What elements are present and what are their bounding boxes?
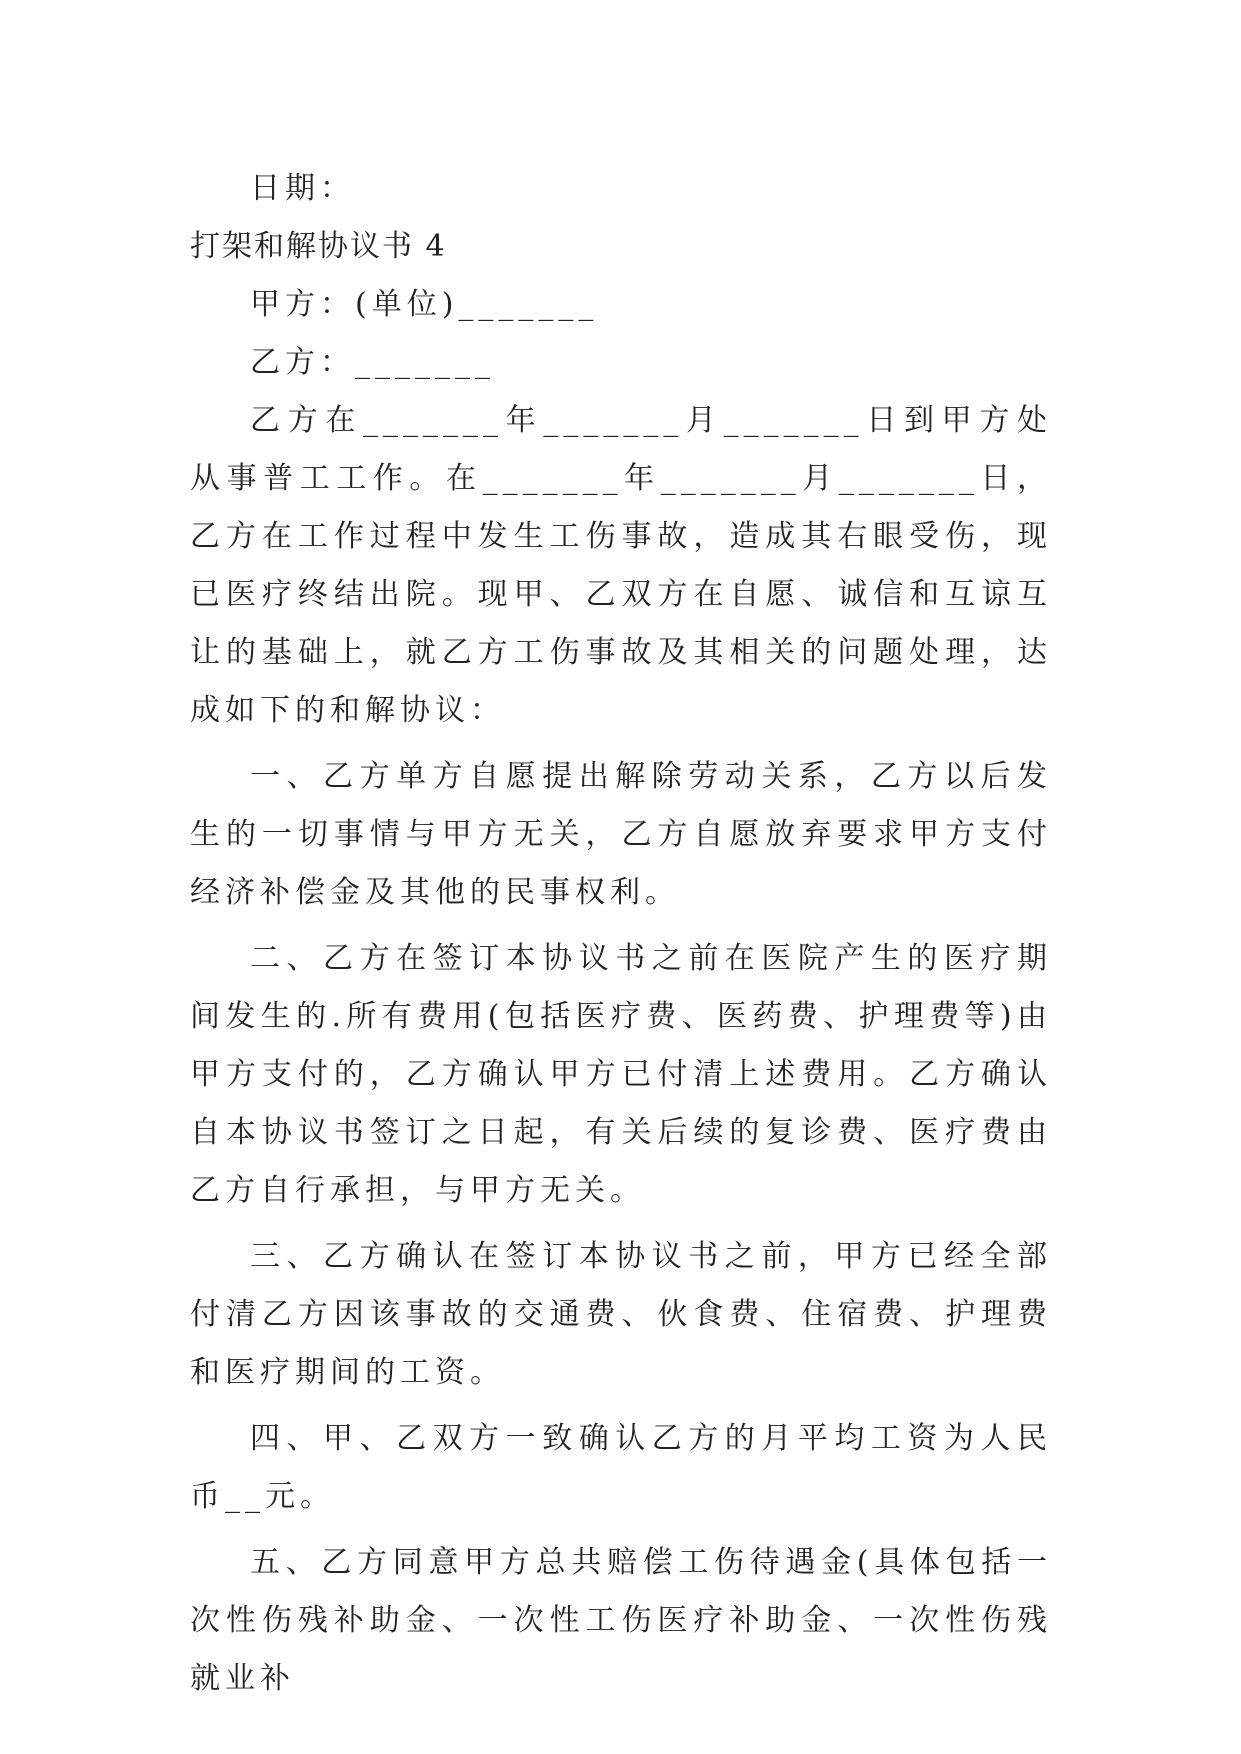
intro-paragraph: 乙方在_______年_______月_______日到甲方处从事普工工作。在_______年_______月_______日，乙方在工作过程中发生工伤事故，造成其右眼受伤，现已医疗终结出院。现甲、乙双方在自愿、诚信和互谅互让的基础上，就乙方工伤事故及其相关的问题处理，达成如下的和解协议： xyxy=(190,403,1052,728)
party-a-line: 甲方：(单位)_______ xyxy=(250,287,599,322)
document-body xyxy=(190,160,1052,1708)
clause-5-paragraph: 五、乙方同意甲方总共赔偿工伤待遇金(具体包括一次性伤残补助金、一次性工伤医疗补助金、一次性伤残就业补 xyxy=(190,1545,1052,1696)
clause-1-paragraph: 一、乙方单方自愿提出解除劳动关系，乙方以后发生的一切事情与甲方无关，乙方自愿放弃要求甲方支付经济补偿金及其他的民事权利。 xyxy=(190,759,1052,910)
date-line: 日期： xyxy=(250,171,355,206)
clause-4-paragraph: 四、甲、乙双方一致确认乙方的月平均工资为人民币__元。 xyxy=(190,1421,1052,1514)
clause-2-paragraph: 二、乙方在签订本协议书之前在医院产生的医疗期间发生的.所有费用(包括医疗费、医药费、护理费等)由甲方支付的，乙方确认甲方已付清上述费用。乙方确认自本协议书签订之日起，有关后续的复诊费、医疗费由乙方自行承担，与甲方无关。 xyxy=(190,941,1052,1208)
party-b-line: 乙方：_______ xyxy=(250,345,495,380)
document-title: 打架和解协议书 4 xyxy=(190,229,447,264)
clause-3-paragraph: 三、乙方确认在签订本协议书之前，甲方已经全部付清乙方因该事故的交通费、伙食费、住宿费、护理费和医疗期间的工资。 xyxy=(190,1239,1052,1390)
